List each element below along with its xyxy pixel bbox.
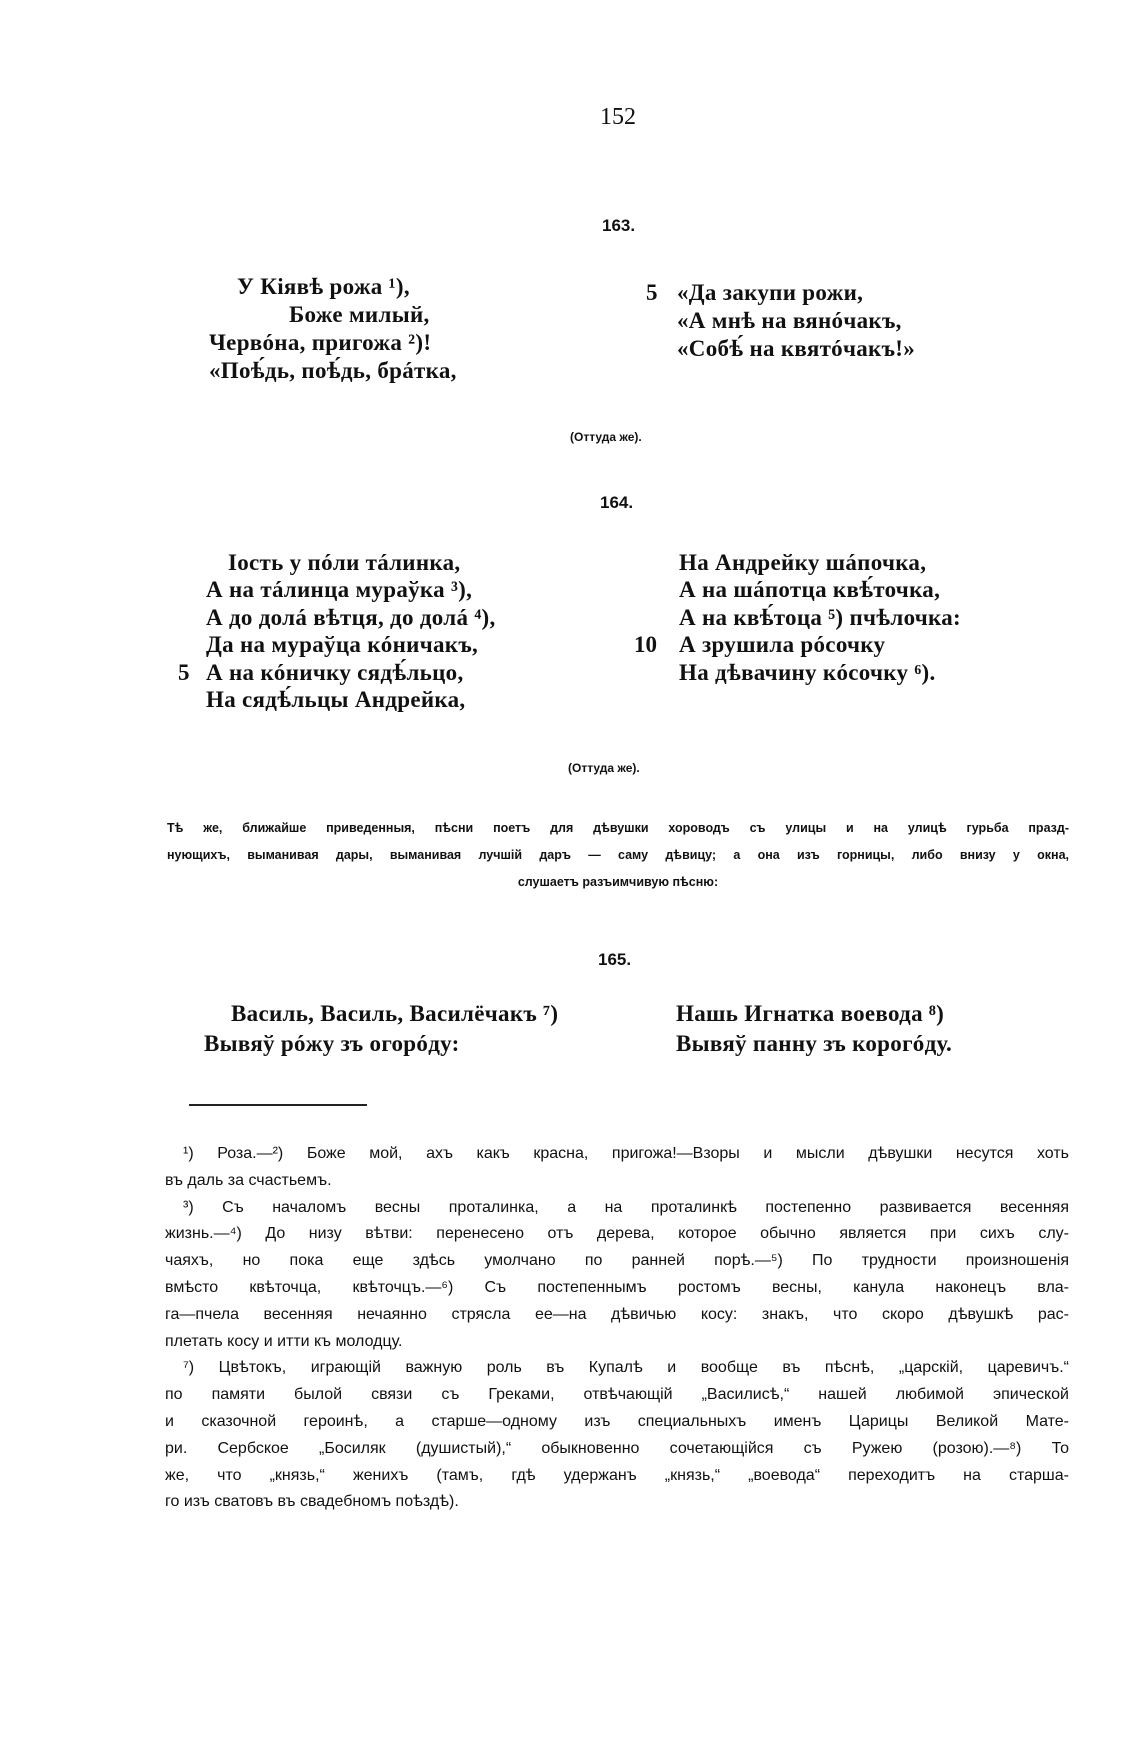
verse-line: На сядѣ́льцы Андрейка, [206,687,466,712]
verse-line: А на шáпотца квѣ́точка, [679,577,941,602]
verse-line: «Да закупи рожи, [677,280,864,305]
song-number-163: 163. [602,216,636,235]
line-number: 5 [646,280,658,305]
intro-paragraph [167,815,1069,896]
paragraph-line: Тѣ же, ближайше приведенныя, пѣсни поетъ для дѣвушки хороводъ съ улицы и на улицѣ гурьба празд- [167,821,1069,835]
verse-line: «Собѣ́ на квятóчакъ!» [677,336,916,361]
verse-line: Нашь Игнатка воевода ⁸) [676,1001,945,1026]
footnote-line: чаяхъ, но пока еще здѣсь умолчано по ранней порѣ.—⁵) По трудности произношенія [165,1252,1069,1270]
verse-line: Да на мураўца кóничакъ, [206,632,479,657]
source-note: (Оттуда же). [570,430,642,444]
footnote-line: плетать косу и итти къ молодцу. [165,1332,403,1350]
footnote-line: въ даль за счастьемъ. [165,1171,332,1189]
song-number-164: 164. [600,493,634,512]
verse-line: Вывяў панну зъ корогóду. [676,1031,953,1056]
verse-line: Вывяў рóжу зъ огорóду: [204,1031,460,1056]
verse-line: А зрушила рóсочку [679,632,886,657]
footnote-divider [189,1104,367,1106]
verse-line: «А мнѣ на вянóчакъ, [677,308,902,333]
footnote-line: и сказочной героинѣ, а старше—одному изъ специальныхъ именъ Царицы Великой Мате- [165,1412,1069,1430]
footnote-line: по памяти былой связи съ Греками, отвѣчающій „Василисѣ,“ нашей любимой эпической [165,1386,1069,1404]
verse-line: А на кóничку сядѣ́льцо, [206,660,464,685]
verse-line: А на квѣ́тоца ⁵) пчѣлочка: [679,605,962,630]
footnote-line: га—пчела весенняя нечаянно стрясла ее—на дѣвичью косу: знакъ, что скоро дѣвушкѣ рас- [165,1305,1069,1323]
verse-line: А до долá вѣтця, до долá ⁴), [206,605,496,630]
footnote-line: ⁷) Цвѣтокъ, играющій важную роль въ Купалѣ и вообще въ пѣснѣ, „царскій, царевичъ.“ [183,1359,1069,1377]
verse-line: Боже милый, [289,302,430,327]
verse-line: На дѣвачину кóсочку ⁶). [679,660,936,685]
paragraph-line: нующихъ, выманивая дары, выманивая лучшій даръ — саму дѣвицу; а она изъ горницы, либо внизу у окна, [167,848,1069,862]
footnote-line: ³) Съ началомъ весны проталинка, а на проталинкѣ постепенно развивается весенняя [183,1198,1069,1216]
verse-line: «Поѣ́дь, поѣ́дь, брáтка, [209,358,457,383]
footnotes [165,1141,1069,1516]
footnote-line: же, что „князь,“ женихъ (тамъ, гдѣ удержанъ „князь,“ „воевода“ переходитъ на старша- [165,1466,1069,1484]
footnote-line: ри. Сербское „Босиляк (душистый),“ обыкновенно сочетающійся съ Ружею (розою).—⁸) То [165,1439,1069,1457]
verse-line: Василь, Василь, Василёчакъ ⁷) [231,1001,559,1026]
line-number: 5 [178,660,190,685]
verse-line: У Кіявѣ рожа ¹), [237,274,410,299]
verse-line: На Андрейку шáпочка, [679,550,927,575]
footnote-line: вмѣсто квѣточца, квѣточцъ.—⁶) Съ постепеннымъ ростомъ весны, канула наконецъ вла- [165,1278,1069,1296]
footnote-line: ¹) Роза.—²) Боже мой, ахъ какъ красна, пригожа!—Взоры и мысли дѣвушки несутся хоть [183,1145,1069,1162]
footnote-line: жизнь.—⁴) До низу вѣтви: перенесено отъ дерева, которое обычно является при сихъ слу- [165,1225,1069,1243]
paragraph-line: слушаетъ разъимчивую пѣсню: [517,875,719,889]
line-number: 10 [634,632,657,657]
source-note: (Оттуда же). [568,761,640,775]
page-number: 152 [600,104,636,130]
song-number-165: 165. [598,950,632,969]
verse-line: А на тáлинца мураўка ³), [206,577,473,602]
footnote-line: го изъ сватовъ въ свадебномъ поѣздѣ). [165,1493,459,1511]
verse-line: Червóна, пригожа ²)! [209,330,432,355]
verse-line: Іость у пóли тáлинка, [228,550,461,575]
